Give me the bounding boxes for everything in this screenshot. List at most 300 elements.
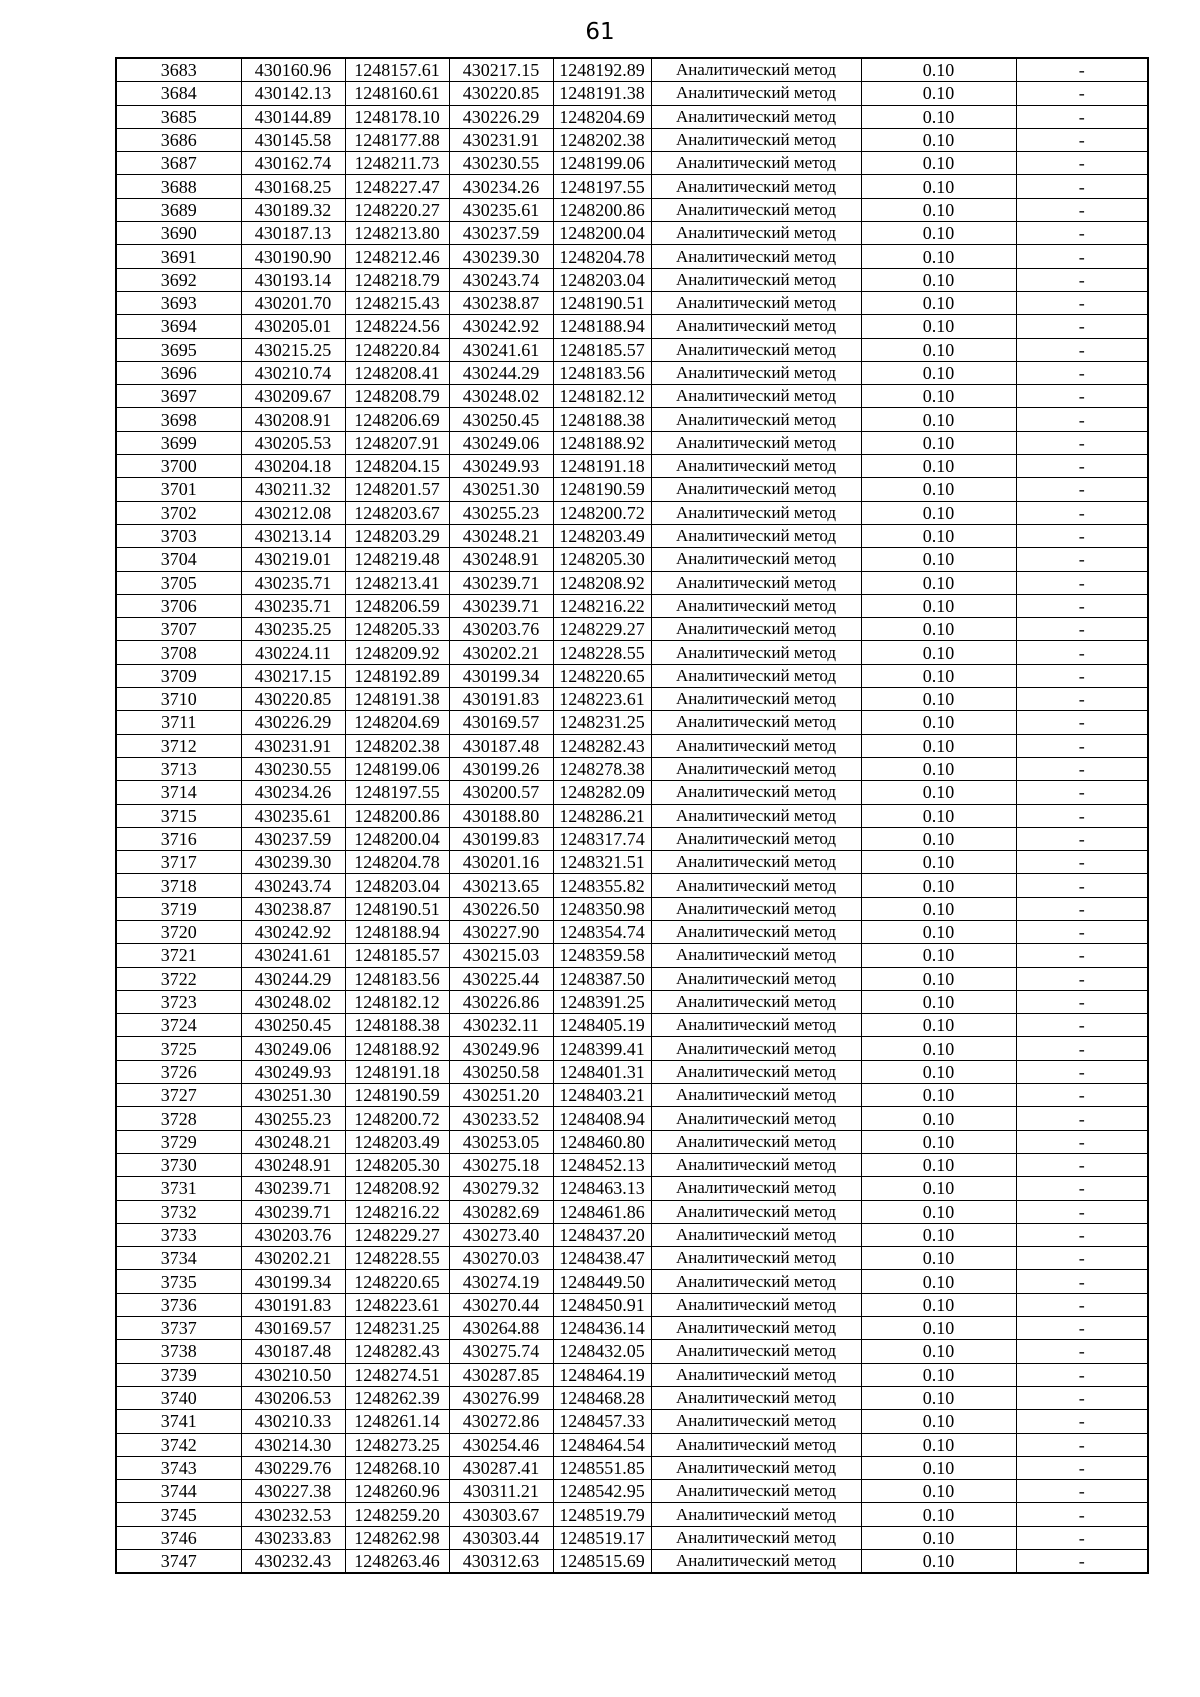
note-cell: - (1016, 990, 1148, 1013)
method-cell: Аналитический метод (651, 1317, 861, 1340)
x-start-cell: 430210.33 (241, 1410, 345, 1433)
table-row (116, 1410, 1148, 1433)
note-cell: - (1016, 175, 1148, 198)
accuracy-cell: 0.10 (861, 152, 1016, 175)
method-cell: Аналитический метод (651, 804, 861, 827)
point-number-cell: 3701 (116, 478, 241, 501)
y-end-cell: 1248355.82 (553, 874, 651, 897)
accuracy-cell: 0.10 (861, 1247, 1016, 1270)
y-end-cell: 1248200.04 (553, 222, 651, 245)
method-cell: Аналитический метод (651, 315, 861, 338)
note-cell: - (1016, 431, 1148, 454)
y-start-cell: 1248220.65 (345, 1270, 449, 1293)
y-end-cell: 1248515.69 (553, 1550, 651, 1574)
note-cell: - (1016, 105, 1148, 128)
y-start-cell: 1248204.69 (345, 711, 449, 734)
point-number-cell: 3729 (116, 1130, 241, 1153)
method-cell: Аналитический метод (651, 1503, 861, 1526)
point-number-cell: 3688 (116, 175, 241, 198)
y-end-cell: 1248450.91 (553, 1293, 651, 1316)
y-start-cell: 1248204.15 (345, 455, 449, 478)
x-start-cell: 430230.55 (241, 757, 345, 780)
point-number-cell: 3724 (116, 1014, 241, 1037)
y-start-cell: 1248206.59 (345, 594, 449, 617)
accuracy-cell: 0.10 (861, 291, 1016, 314)
x-start-cell: 430220.85 (241, 688, 345, 711)
x-end-cell: 430254.46 (449, 1433, 553, 1456)
y-start-cell: 1248203.49 (345, 1130, 449, 1153)
point-number-cell: 3723 (116, 990, 241, 1013)
x-end-cell: 430202.21 (449, 641, 553, 664)
y-end-cell: 1248460.80 (553, 1130, 651, 1153)
x-end-cell: 430255.23 (449, 501, 553, 524)
method-cell: Аналитический метод (651, 1386, 861, 1409)
table-row (116, 804, 1148, 827)
table-row (116, 1107, 1148, 1130)
accuracy-cell: 0.10 (861, 1293, 1016, 1316)
x-end-cell: 430275.74 (449, 1340, 553, 1363)
method-cell: Аналитический метод (651, 1153, 861, 1176)
point-number-cell: 3715 (116, 804, 241, 827)
note-cell: - (1016, 361, 1148, 384)
x-start-cell: 430255.23 (241, 1107, 345, 1130)
table-row (116, 408, 1148, 431)
x-end-cell: 430226.29 (449, 105, 553, 128)
x-start-cell: 430239.30 (241, 851, 345, 874)
x-end-cell: 430303.44 (449, 1526, 553, 1549)
x-start-cell: 430199.34 (241, 1270, 345, 1293)
y-end-cell: 1248408.94 (553, 1107, 651, 1130)
y-end-cell: 1248183.56 (553, 361, 651, 384)
x-end-cell: 430233.52 (449, 1107, 553, 1130)
note-cell: - (1016, 315, 1148, 338)
accuracy-cell: 0.10 (861, 385, 1016, 408)
accuracy-cell: 0.10 (861, 105, 1016, 128)
x-end-cell: 430243.74 (449, 268, 553, 291)
point-number-cell: 3689 (116, 198, 241, 221)
x-end-cell: 430199.83 (449, 827, 553, 850)
method-cell: Аналитический метод (651, 385, 861, 408)
y-end-cell: 1248461.86 (553, 1200, 651, 1223)
y-end-cell: 1248190.51 (553, 291, 651, 314)
y-start-cell: 1248203.04 (345, 874, 449, 897)
table-row (116, 105, 1148, 128)
method-cell: Аналитический метод (651, 1363, 861, 1386)
x-end-cell: 430187.48 (449, 734, 553, 757)
y-end-cell: 1248282.43 (553, 734, 651, 757)
method-cell: Аналитический метод (651, 1130, 861, 1153)
y-start-cell: 1248178.10 (345, 105, 449, 128)
table-row (116, 548, 1148, 571)
method-cell: Аналитический метод (651, 1247, 861, 1270)
accuracy-cell: 0.10 (861, 641, 1016, 664)
point-number-cell: 3707 (116, 618, 241, 641)
y-start-cell: 1248209.92 (345, 641, 449, 664)
y-end-cell: 1248449.50 (553, 1270, 651, 1293)
accuracy-cell: 0.10 (861, 128, 1016, 151)
point-number-cell: 3730 (116, 1153, 241, 1176)
x-end-cell: 430275.18 (449, 1153, 553, 1176)
accuracy-cell: 0.10 (861, 338, 1016, 361)
table-row (116, 315, 1148, 338)
x-start-cell: 430212.08 (241, 501, 345, 524)
y-end-cell: 1248188.92 (553, 431, 651, 454)
y-start-cell: 1248282.43 (345, 1340, 449, 1363)
point-number-cell: 3741 (116, 1410, 241, 1433)
accuracy-cell: 0.10 (861, 1550, 1016, 1574)
method-cell: Аналитический метод (651, 1200, 861, 1223)
table-row (116, 1247, 1148, 1270)
point-number-cell: 3738 (116, 1340, 241, 1363)
note-cell: - (1016, 944, 1148, 967)
accuracy-cell: 0.10 (861, 1433, 1016, 1456)
method-cell: Аналитический метод (651, 781, 861, 804)
note-cell: - (1016, 1550, 1148, 1574)
note-cell: - (1016, 804, 1148, 827)
y-end-cell: 1248457.33 (553, 1410, 651, 1433)
method-cell: Аналитический метод (651, 268, 861, 291)
accuracy-cell: 0.10 (861, 1060, 1016, 1083)
accuracy-cell: 0.10 (861, 1130, 1016, 1153)
note-cell: - (1016, 688, 1148, 711)
table-row (116, 1526, 1148, 1549)
y-start-cell: 1248263.46 (345, 1550, 449, 1574)
y-start-cell: 1248259.20 (345, 1503, 449, 1526)
x-start-cell: 430251.30 (241, 1084, 345, 1107)
table-row (116, 827, 1148, 850)
y-end-cell: 1248405.19 (553, 1014, 651, 1037)
point-number-cell: 3739 (116, 1363, 241, 1386)
y-end-cell: 1248197.55 (553, 175, 651, 198)
x-start-cell: 430235.71 (241, 571, 345, 594)
method-cell: Аналитический метод (651, 408, 861, 431)
accuracy-cell: 0.10 (861, 664, 1016, 687)
x-start-cell: 430202.21 (241, 1247, 345, 1270)
point-number-cell: 3731 (116, 1177, 241, 1200)
accuracy-cell: 0.10 (861, 501, 1016, 524)
y-start-cell: 1248160.61 (345, 82, 449, 105)
y-start-cell: 1248188.94 (345, 920, 449, 943)
x-end-cell: 430287.85 (449, 1363, 553, 1386)
x-end-cell: 430274.19 (449, 1270, 553, 1293)
point-number-cell: 3746 (116, 1526, 241, 1549)
x-start-cell: 430205.53 (241, 431, 345, 454)
table-row (116, 222, 1148, 245)
x-start-cell: 430145.58 (241, 128, 345, 151)
y-start-cell: 1248192.89 (345, 664, 449, 687)
accuracy-cell: 0.10 (861, 711, 1016, 734)
x-end-cell: 430217.15 (449, 58, 553, 82)
note-cell: - (1016, 1107, 1148, 1130)
method-cell: Аналитический метод (651, 58, 861, 82)
point-number-cell: 3722 (116, 967, 241, 990)
point-number-cell: 3740 (116, 1386, 241, 1409)
method-cell: Аналитический метод (651, 1550, 861, 1574)
note-cell: - (1016, 664, 1148, 687)
y-end-cell: 1248220.65 (553, 664, 651, 687)
point-number-cell: 3716 (116, 827, 241, 850)
y-end-cell: 1248519.17 (553, 1526, 651, 1549)
method-cell: Аналитический метод (651, 431, 861, 454)
x-end-cell: 430226.50 (449, 897, 553, 920)
y-start-cell: 1248219.48 (345, 548, 449, 571)
note-cell: - (1016, 618, 1148, 641)
accuracy-cell: 0.10 (861, 618, 1016, 641)
note-cell: - (1016, 524, 1148, 547)
y-end-cell: 1248229.27 (553, 618, 651, 641)
y-end-cell: 1248190.59 (553, 478, 651, 501)
table-row (116, 1223, 1148, 1246)
note-cell: - (1016, 1223, 1148, 1246)
table-row (116, 128, 1148, 151)
x-start-cell: 430224.11 (241, 641, 345, 664)
table-row (116, 1014, 1148, 1037)
x-end-cell: 430272.86 (449, 1410, 553, 1433)
point-number-cell: 3708 (116, 641, 241, 664)
method-cell: Аналитический метод (651, 1270, 861, 1293)
table-row (116, 688, 1148, 711)
table-row (116, 1363, 1148, 1386)
x-end-cell: 430249.93 (449, 455, 553, 478)
y-end-cell: 1248438.47 (553, 1247, 651, 1270)
x-start-cell: 430144.89 (241, 105, 345, 128)
y-end-cell: 1248432.05 (553, 1340, 651, 1363)
table-row (116, 734, 1148, 757)
y-start-cell: 1248213.80 (345, 222, 449, 245)
accuracy-cell: 0.10 (861, 827, 1016, 850)
x-end-cell: 430241.61 (449, 338, 553, 361)
point-number-cell: 3690 (116, 222, 241, 245)
point-number-cell: 3733 (116, 1223, 241, 1246)
method-cell: Аналитический метод (651, 222, 861, 245)
x-start-cell: 430237.59 (241, 827, 345, 850)
method-cell: Аналитический метод (651, 524, 861, 547)
y-start-cell: 1248274.51 (345, 1363, 449, 1386)
y-start-cell: 1248223.61 (345, 1293, 449, 1316)
x-start-cell: 430250.45 (241, 1014, 345, 1037)
x-end-cell: 430312.63 (449, 1550, 553, 1574)
y-end-cell: 1248205.30 (553, 548, 651, 571)
x-start-cell: 430241.61 (241, 944, 345, 967)
x-start-cell: 430219.01 (241, 548, 345, 571)
note-cell: - (1016, 1060, 1148, 1083)
point-number-cell: 3710 (116, 688, 241, 711)
x-start-cell: 430203.76 (241, 1223, 345, 1246)
x-start-cell: 430215.25 (241, 338, 345, 361)
x-start-cell: 430209.67 (241, 385, 345, 408)
x-end-cell: 430226.86 (449, 990, 553, 1013)
x-start-cell: 430168.25 (241, 175, 345, 198)
x-start-cell: 430201.70 (241, 291, 345, 314)
x-start-cell: 430248.02 (241, 990, 345, 1013)
x-end-cell: 430311.21 (449, 1480, 553, 1503)
method-cell: Аналитический метод (651, 105, 861, 128)
y-start-cell: 1248208.92 (345, 1177, 449, 1200)
point-number-cell: 3713 (116, 757, 241, 780)
y-end-cell: 1248286.21 (553, 804, 651, 827)
y-start-cell: 1248203.29 (345, 524, 449, 547)
table-row (116, 268, 1148, 291)
point-number-cell: 3726 (116, 1060, 241, 1083)
x-start-cell: 430214.30 (241, 1433, 345, 1456)
y-start-cell: 1248218.79 (345, 268, 449, 291)
table-row (116, 455, 1148, 478)
table-row (116, 1153, 1148, 1176)
note-cell: - (1016, 1433, 1148, 1456)
table-row (116, 1386, 1148, 1409)
accuracy-cell: 0.10 (861, 1317, 1016, 1340)
x-end-cell: 430250.45 (449, 408, 553, 431)
x-start-cell: 430226.29 (241, 711, 345, 734)
point-number-cell: 3736 (116, 1293, 241, 1316)
x-start-cell: 430187.48 (241, 1340, 345, 1363)
note-cell: - (1016, 82, 1148, 105)
x-start-cell: 430142.13 (241, 82, 345, 105)
table-row (116, 1130, 1148, 1153)
y-start-cell: 1248220.84 (345, 338, 449, 361)
table-row (116, 1270, 1148, 1293)
x-end-cell: 430220.85 (449, 82, 553, 105)
note-cell: - (1016, 268, 1148, 291)
table-row (116, 291, 1148, 314)
accuracy-cell: 0.10 (861, 1084, 1016, 1107)
x-end-cell: 430231.91 (449, 128, 553, 151)
note-cell: - (1016, 594, 1148, 617)
y-end-cell: 1248463.13 (553, 1177, 651, 1200)
point-number-cell: 3692 (116, 268, 241, 291)
x-start-cell: 430204.18 (241, 455, 345, 478)
accuracy-cell: 0.10 (861, 944, 1016, 967)
note-cell: - (1016, 501, 1148, 524)
accuracy-cell: 0.10 (861, 315, 1016, 338)
x-start-cell: 430243.74 (241, 874, 345, 897)
accuracy-cell: 0.10 (861, 524, 1016, 547)
method-cell: Аналитический метод (651, 1433, 861, 1456)
y-start-cell: 1248177.88 (345, 128, 449, 151)
note-cell: - (1016, 1177, 1148, 1200)
accuracy-cell: 0.10 (861, 548, 1016, 571)
x-end-cell: 430273.40 (449, 1223, 553, 1246)
table-row (116, 501, 1148, 524)
method-cell: Аналитический метод (651, 1526, 861, 1549)
note-cell: - (1016, 851, 1148, 874)
y-start-cell: 1248202.38 (345, 734, 449, 757)
table-row (116, 618, 1148, 641)
method-cell: Аналитический метод (651, 455, 861, 478)
accuracy-cell: 0.10 (861, 268, 1016, 291)
method-cell: Аналитический метод (651, 641, 861, 664)
method-cell: Аналитический метод (651, 152, 861, 175)
method-cell: Аналитический метод (651, 245, 861, 268)
y-start-cell: 1248213.41 (345, 571, 449, 594)
point-number-cell: 3687 (116, 152, 241, 175)
table-row (116, 1340, 1148, 1363)
note-cell: - (1016, 198, 1148, 221)
x-start-cell: 430239.71 (241, 1200, 345, 1223)
point-number-cell: 3728 (116, 1107, 241, 1130)
x-start-cell: 430235.61 (241, 804, 345, 827)
y-end-cell: 1248191.18 (553, 455, 651, 478)
x-start-cell: 430249.06 (241, 1037, 345, 1060)
note-cell: - (1016, 781, 1148, 804)
x-end-cell: 430282.69 (449, 1200, 553, 1223)
table-row (116, 1293, 1148, 1316)
y-start-cell: 1248190.59 (345, 1084, 449, 1107)
x-start-cell: 430189.32 (241, 198, 345, 221)
x-start-cell: 430249.93 (241, 1060, 345, 1083)
point-number-cell: 3714 (116, 781, 241, 804)
note-cell: - (1016, 1037, 1148, 1060)
x-end-cell: 430200.57 (449, 781, 553, 804)
method-cell: Аналитический метод (651, 1456, 861, 1479)
x-start-cell: 430235.71 (241, 594, 345, 617)
y-end-cell: 1248391.25 (553, 990, 651, 1013)
point-number-cell: 3745 (116, 1503, 241, 1526)
table-row (116, 175, 1148, 198)
note-cell: - (1016, 128, 1148, 151)
table-row (116, 851, 1148, 874)
point-number-cell: 3734 (116, 1247, 241, 1270)
table-row (116, 431, 1148, 454)
y-start-cell: 1248188.92 (345, 1037, 449, 1060)
x-end-cell: 430203.76 (449, 618, 553, 641)
x-start-cell: 430206.53 (241, 1386, 345, 1409)
y-end-cell: 1248203.49 (553, 524, 651, 547)
note-cell: - (1016, 548, 1148, 571)
accuracy-cell: 0.10 (861, 851, 1016, 874)
y-start-cell: 1248215.43 (345, 291, 449, 314)
note-cell: - (1016, 874, 1148, 897)
y-end-cell: 1248317.74 (553, 827, 651, 850)
method-cell: Аналитический метод (651, 688, 861, 711)
y-end-cell: 1248191.38 (553, 82, 651, 105)
method-cell: Аналитический метод (651, 478, 861, 501)
x-start-cell: 430211.32 (241, 478, 345, 501)
x-start-cell: 430232.53 (241, 1503, 345, 1526)
accuracy-cell: 0.10 (861, 688, 1016, 711)
note-cell: - (1016, 1410, 1148, 1433)
point-number-cell: 3721 (116, 944, 241, 967)
y-end-cell: 1248188.94 (553, 315, 651, 338)
x-end-cell: 430270.44 (449, 1293, 553, 1316)
point-number-cell: 3702 (116, 501, 241, 524)
accuracy-cell: 0.10 (861, 1107, 1016, 1130)
x-end-cell: 430238.87 (449, 291, 553, 314)
x-end-cell: 430249.96 (449, 1037, 553, 1060)
point-number-cell: 3696 (116, 361, 241, 384)
x-start-cell: 430213.14 (241, 524, 345, 547)
accuracy-cell: 0.10 (861, 408, 1016, 431)
note-cell: - (1016, 734, 1148, 757)
y-end-cell: 1248464.19 (553, 1363, 651, 1386)
x-end-cell: 430276.99 (449, 1386, 553, 1409)
y-start-cell: 1248261.14 (345, 1410, 449, 1433)
accuracy-cell: 0.10 (861, 1363, 1016, 1386)
y-start-cell: 1248197.55 (345, 781, 449, 804)
method-cell: Аналитический метод (651, 198, 861, 221)
note-cell: - (1016, 641, 1148, 664)
note-cell: - (1016, 711, 1148, 734)
note-cell: - (1016, 152, 1148, 175)
table-row (116, 478, 1148, 501)
point-number-cell: 3747 (116, 1550, 241, 1574)
method-cell: Аналитический метод (651, 571, 861, 594)
accuracy-cell: 0.10 (861, 245, 1016, 268)
x-start-cell: 430232.43 (241, 1550, 345, 1574)
method-cell: Аналитический метод (651, 734, 861, 757)
x-end-cell: 430270.03 (449, 1247, 553, 1270)
point-number-cell: 3709 (116, 664, 241, 687)
